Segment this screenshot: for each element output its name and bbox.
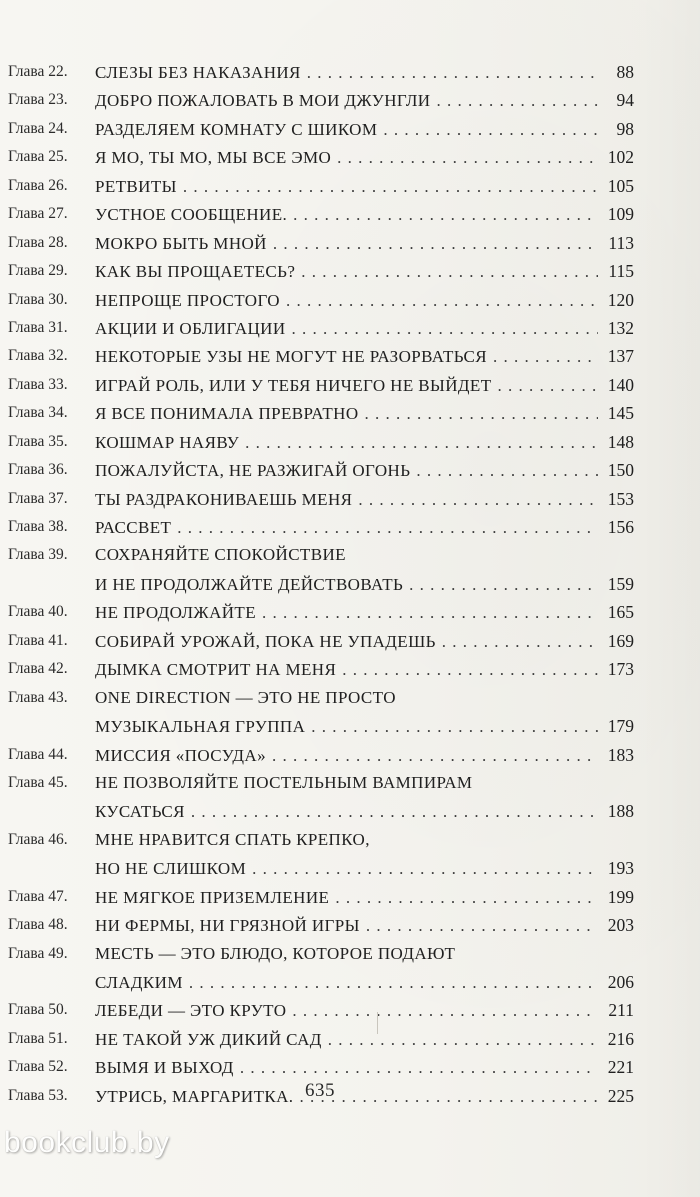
dot-leader: [286, 287, 598, 315]
chapter-page-number: 113: [608, 232, 634, 253]
chapter-title: СОБИРАЙ УРОЖАЙ, ПОКА НЕ УПАДЕШЬ: [95, 631, 436, 651]
toc-entry: [8, 286, 634, 314]
chapter-title: НЕ МЯГКОЕ ПРИЗЕМЛЕНИЕ: [95, 887, 330, 907]
dot-leader: [252, 855, 598, 883]
dot-leader: [273, 230, 598, 258]
toc-entry: [8, 541, 634, 598]
toc-line: [8, 342, 634, 370]
chapter-number: Глава 49.: [8, 944, 68, 962]
dot-leader: [342, 656, 598, 684]
chapter-title: СОХРАНЯЙТЕ СПОКОЙСТВИЕ: [95, 545, 346, 565]
chapter-page-number: 120: [607, 289, 634, 310]
chapter-page-number: 165: [607, 602, 634, 623]
chapter-title-line: [95, 200, 634, 229]
chapter-title-line: [95, 371, 634, 400]
chapter-title-line: [95, 854, 634, 883]
chapter-title-line: [95, 627, 634, 656]
chapter-title-line: [95, 712, 634, 741]
table-of-contents: [8, 58, 634, 1110]
toc-line: [8, 797, 634, 825]
chapter-title-line: [95, 86, 634, 115]
toc-line: [8, 485, 634, 513]
toc-line: [8, 883, 634, 911]
toc-line: [8, 684, 634, 712]
chapter-title-line: [95, 541, 634, 569]
chapter-title-line: [95, 229, 634, 258]
chapter-page-number: 102: [607, 147, 634, 168]
toc-line: [8, 854, 634, 882]
chapter-title: МУЗЫКАЛЬНАЯ ГРУППА: [95, 717, 306, 737]
chapter-title-line: [95, 797, 634, 826]
chapter-page-number: 153: [607, 488, 634, 509]
chapter-title: И НЕ ПРОДОЛЖАЙТЕ ДЕЙСТВОВАТЬ: [95, 574, 404, 594]
toc-line: [8, 428, 634, 456]
chapter-title: РАЗДЕЛЯЕМ КОМНАТУ С ШИКОМ: [95, 119, 378, 139]
chapter-page-number: 148: [607, 431, 634, 452]
chapter-page-number: 169: [607, 630, 634, 651]
toc-line: [8, 968, 634, 996]
dot-leader: [493, 343, 598, 371]
chapter-number: Глава 31.: [8, 318, 68, 336]
toc-entry: [8, 399, 634, 427]
chapter-title: НИ ФЕРМЫ, НИ ГРЯЗНОЙ ИГРЫ: [95, 916, 360, 936]
toc-line: [8, 940, 634, 968]
chapter-number: Глава 42.: [8, 660, 68, 678]
page-number: 635: [305, 1080, 335, 1101]
chapter-number: Глава 53.: [8, 1086, 68, 1104]
chapter-number: Глава 29.: [8, 262, 68, 280]
chapter-number: Глава 35.: [8, 432, 68, 450]
chapter-number: Глава 39.: [8, 546, 68, 564]
chapter-title-line: [95, 456, 634, 485]
chapter-title: МОКРО БЫТЬ МНОЙ: [95, 233, 267, 253]
toc-line: [8, 200, 634, 228]
chapter-page-number: 188: [607, 801, 634, 822]
toc-entry: [8, 428, 634, 456]
chapter-title: ПОЖАЛУЙСТА, НЕ РАЗЖИГАЙ ОГОНЬ: [95, 461, 411, 481]
toc-entry: [8, 86, 634, 114]
chapter-title: СЛЕЗЫ БЕЗ НАКАЗАНИЯ: [95, 63, 301, 82]
dot-leader: [292, 315, 598, 343]
toc-line: [8, 1025, 634, 1053]
chapter-number: Глава 43.: [8, 688, 68, 706]
chapter-page-number: 145: [607, 403, 634, 424]
toc-entry: [8, 1025, 634, 1053]
toc-entry: [8, 143, 634, 171]
chapter-number: Глава 44.: [8, 745, 68, 763]
toc-line: [8, 1053, 634, 1081]
toc-line: [8, 598, 634, 626]
chapter-page-number: 140: [607, 374, 634, 395]
chapter-title: НЕ ПОЗВОЛЯЙТЕ ПОСТЕЛЬНЫМ ВАМПИРАМ: [95, 772, 473, 792]
toc-line: [8, 712, 634, 740]
toc-line: [8, 911, 634, 939]
toc-entry: [8, 911, 634, 939]
chapter-title-line: [95, 655, 634, 684]
dot-leader: [183, 173, 598, 201]
toc-entry: [8, 371, 634, 399]
chapter-number: Глава 24.: [8, 119, 68, 137]
chapter-page-number: 94: [616, 90, 634, 111]
dot-leader: [328, 1026, 598, 1054]
toc-line: [8, 58, 634, 86]
chapter-title: Я ВСЕ ПОНИМАЛА ПРЕВРАТНО: [95, 404, 359, 424]
toc-line: [8, 115, 634, 143]
chapter-title: КОШМАР НАЯВУ: [95, 432, 240, 452]
chapter-number: Глава 30.: [8, 290, 68, 308]
chapter-title-line: [95, 1025, 634, 1054]
chapter-page-number: 173: [607, 659, 634, 680]
toc-line: [8, 741, 634, 769]
dot-leader: [442, 628, 598, 656]
toc-line: [8, 456, 634, 484]
toc-entry: [8, 598, 634, 626]
toc-line: [8, 86, 634, 114]
chapter-number: Глава 27.: [8, 205, 68, 223]
chapter-title: РАССВЕТ: [95, 518, 172, 537]
chapter-number: Глава 47.: [8, 887, 68, 905]
dot-leader: [366, 912, 598, 940]
dot-leader: [292, 997, 598, 1025]
chapter-number: Глава 34.: [8, 404, 68, 422]
chapter-title-line: [95, 314, 634, 343]
chapter-number: Глава 41.: [8, 631, 68, 649]
chapter-title: ЛЕБЕДИ — ЭТО КРУТО: [95, 1001, 287, 1021]
chapter-page-number: 159: [607, 573, 634, 594]
page-mark: [377, 1012, 378, 1034]
chapter-page-number: 156: [607, 517, 634, 537]
chapter-page-number: 206: [607, 972, 634, 992]
chapter-page-number: 132: [607, 317, 634, 338]
chapter-number: Глава 46.: [8, 830, 68, 848]
toc-line: [8, 996, 634, 1024]
toc-line: [8, 286, 634, 314]
toc-entry: [8, 826, 634, 883]
chapter-number: Глава 36.: [8, 461, 68, 479]
chapter-page-number: 221: [607, 1057, 634, 1078]
chapter-title: МЕСТЬ — ЭТО БЛЮДО, КОТОРОЕ ПОДАЮТ: [95, 943, 456, 963]
chapter-title-line: [95, 172, 634, 201]
dot-leader: [383, 116, 598, 144]
dot-leader: [409, 571, 598, 599]
toc-entry: [8, 627, 634, 655]
chapter-title-line: [95, 741, 634, 770]
chapter-page-number: 98: [616, 118, 634, 139]
chapter-title: КУСАТЬСЯ: [95, 802, 185, 822]
toc-line: [8, 143, 634, 171]
chapter-title: УСТНОЕ СООБЩЕНИЕ.: [95, 205, 288, 225]
chapter-number: Глава 52.: [8, 1058, 68, 1076]
toc-line: [8, 513, 634, 541]
dot-leader: [365, 400, 598, 428]
chapter-title: НЕ ПРОДОЛЖАЙТЕ: [95, 603, 256, 623]
chapter-title-line: [95, 485, 634, 514]
dot-leader: [177, 514, 598, 542]
toc-entry: [8, 769, 634, 826]
chapter-title: Я МО, ТЫ МО, МЫ ВСЕ ЭМО: [95, 148, 332, 168]
chapter-title-line: [95, 968, 634, 997]
chapter-page-number: 203: [607, 915, 634, 936]
chapter-page-number: 88: [616, 62, 634, 82]
dot-leader: [497, 372, 598, 400]
chapter-title-line: [95, 1053, 634, 1082]
chapter-title: ИГРАЙ РОЛЬ, ИЛИ У ТЕБЯ НИЧЕГО НЕ ВЫЙДЕТ: [95, 375, 492, 395]
dot-leader: [191, 798, 598, 826]
chapter-page-number: 199: [607, 886, 634, 907]
toc-line: [8, 399, 634, 427]
chapter-title: КАК ВЫ ПРОЩАЕТЕСЬ?: [95, 262, 296, 282]
dot-leader: [311, 713, 598, 741]
chapter-title-line: [95, 342, 634, 371]
toc-entry: [8, 342, 634, 370]
page-edge-shade: [640, 0, 700, 1197]
chapter-number: Глава 22.: [8, 63, 68, 80]
toc-entry: [8, 684, 634, 741]
toc-entry: [8, 996, 634, 1024]
toc-line: [8, 229, 634, 257]
toc-entry: [8, 485, 634, 513]
toc-line: [8, 541, 634, 569]
chapter-number: Глава 23.: [8, 91, 68, 109]
chapter-number: Глава 32.: [8, 347, 68, 365]
chapter-title-line: [95, 115, 634, 144]
toc-line: [8, 655, 634, 683]
toc-entry: [8, 314, 634, 342]
chapter-title: ВЫМЯ И ВЫХОД: [95, 1058, 234, 1078]
toc-entry: [8, 940, 634, 997]
toc-entry: [8, 741, 634, 769]
toc-line: [8, 570, 634, 598]
chapter-title-line: [95, 570, 634, 599]
chapter-title: ONE DIRECTION — ЭТО НЕ ПРОСТО: [95, 687, 396, 707]
watermark: bookclub.by: [4, 1126, 170, 1159]
chapter-title: ДОБРО ПОЖАЛОВАТЬ В МОИ ДЖУНГЛИ: [95, 91, 431, 111]
chapter-number: Глава 38.: [8, 518, 68, 535]
chapter-page-number: 179: [607, 716, 634, 737]
chapter-title: РЕТВИТЫ: [95, 176, 177, 196]
chapter-title-line: [95, 826, 634, 854]
chapter-title-line: [95, 598, 634, 627]
chapter-title: МНЕ НРАВИТСЯ СПАТЬ КРЕПКО,: [95, 829, 370, 849]
chapter-page-number: 183: [607, 744, 634, 765]
chapter-title-line: [95, 257, 634, 286]
chapter-number: Глава 45.: [8, 773, 68, 791]
chapter-page-number: 109: [607, 204, 634, 225]
dot-leader: [293, 201, 598, 229]
toc-line: [8, 257, 634, 285]
dot-leader: [416, 457, 598, 485]
dot-leader: [358, 486, 598, 514]
chapter-title: ТЫ РАЗДРАКОНИВАЕШЬ МЕНЯ: [95, 489, 353, 509]
chapter-title-line: [95, 513, 634, 542]
dot-leader: [335, 884, 598, 912]
toc-entry: [8, 456, 634, 484]
toc-entry: [8, 1053, 634, 1081]
toc-entry: [8, 655, 634, 683]
chapter-page-number: 105: [607, 175, 634, 196]
chapter-title-line: [95, 911, 634, 940]
chapter-page-number: 115: [608, 261, 634, 282]
chapter-title-line: [95, 143, 634, 172]
chapter-title: НЕКОТОРЫЕ УЗЫ НЕ МОГУТ НЕ РАЗОРВАТЬСЯ: [95, 347, 487, 367]
chapter-number: Глава 25.: [8, 148, 68, 166]
chapter-number: Глава 51.: [8, 1029, 68, 1047]
chapter-number: Глава 33.: [8, 375, 68, 393]
toc-line: [8, 769, 634, 797]
chapter-title-line: [95, 996, 634, 1025]
dot-leader: [272, 742, 598, 770]
toc-entry: [8, 115, 634, 143]
chapter-page-number: 193: [607, 858, 634, 879]
chapter-title: СЛАДКИМ: [95, 973, 183, 992]
chapter-title-line: [95, 58, 634, 87]
chapter-title-line: [95, 684, 634, 712]
chapter-title-line: [95, 286, 634, 315]
chapter-number: Глава 40.: [8, 603, 68, 621]
chapter-page-number: 225: [607, 1085, 634, 1106]
dot-leader: [301, 258, 598, 286]
chapter-title-line: [95, 940, 634, 968]
chapter-title-line: [95, 883, 634, 912]
dot-leader: [245, 429, 598, 457]
chapter-page-number: 150: [607, 460, 634, 481]
toc-entry: [8, 58, 634, 86]
chapter-title: МИССИЯ «ПОСУДА»: [95, 745, 267, 765]
chapter-number: Глава 37.: [8, 489, 68, 507]
dot-leader: [189, 969, 598, 997]
toc-line: [8, 314, 634, 342]
toc-entry: [8, 513, 634, 541]
chapter-number: Глава 28.: [8, 233, 68, 251]
chapter-page-number: 211: [608, 1000, 634, 1021]
toc-entry: [8, 200, 634, 228]
chapter-title-line: [95, 769, 634, 797]
dot-leader: [240, 1054, 598, 1082]
chapter-title: УТРИСЬ, МАРГАРИТКА.: [95, 1086, 294, 1106]
chapter-title: ДЫМКА СМОТРИТ НА МЕНЯ: [95, 660, 337, 680]
dot-leader: [262, 599, 598, 627]
toc-entry: [8, 229, 634, 257]
toc-line: [8, 172, 634, 200]
chapter-number: Глава 26.: [8, 176, 68, 194]
chapter-title: АКЦИИ И ОБЛИГАЦИИ: [95, 318, 286, 338]
chapter-page-number: 216: [607, 1028, 634, 1049]
toc-line: [8, 371, 634, 399]
toc-entry: [8, 257, 634, 285]
dot-leader: [337, 144, 598, 172]
chapter-title-line: [95, 399, 634, 428]
chapter-title: НЕПРОЩЕ ПРОСТОГО: [95, 290, 280, 310]
chapter-title-line: [95, 428, 634, 457]
dot-leader: [436, 87, 598, 115]
toc-line: [8, 627, 634, 655]
chapter-number: Глава 48.: [8, 916, 68, 934]
toc-line: [8, 826, 634, 854]
chapter-title: НЕ ТАКОЙ УЖ ДИКИЙ САД: [95, 1029, 322, 1049]
chapter-title: НО НЕ СЛИШКОМ: [95, 859, 247, 879]
chapter-page-number: 137: [607, 346, 634, 367]
toc-entry: [8, 172, 634, 200]
toc-entry: [8, 883, 634, 911]
dot-leader: [307, 59, 598, 87]
chapter-number: Глава 50.: [8, 1001, 68, 1019]
